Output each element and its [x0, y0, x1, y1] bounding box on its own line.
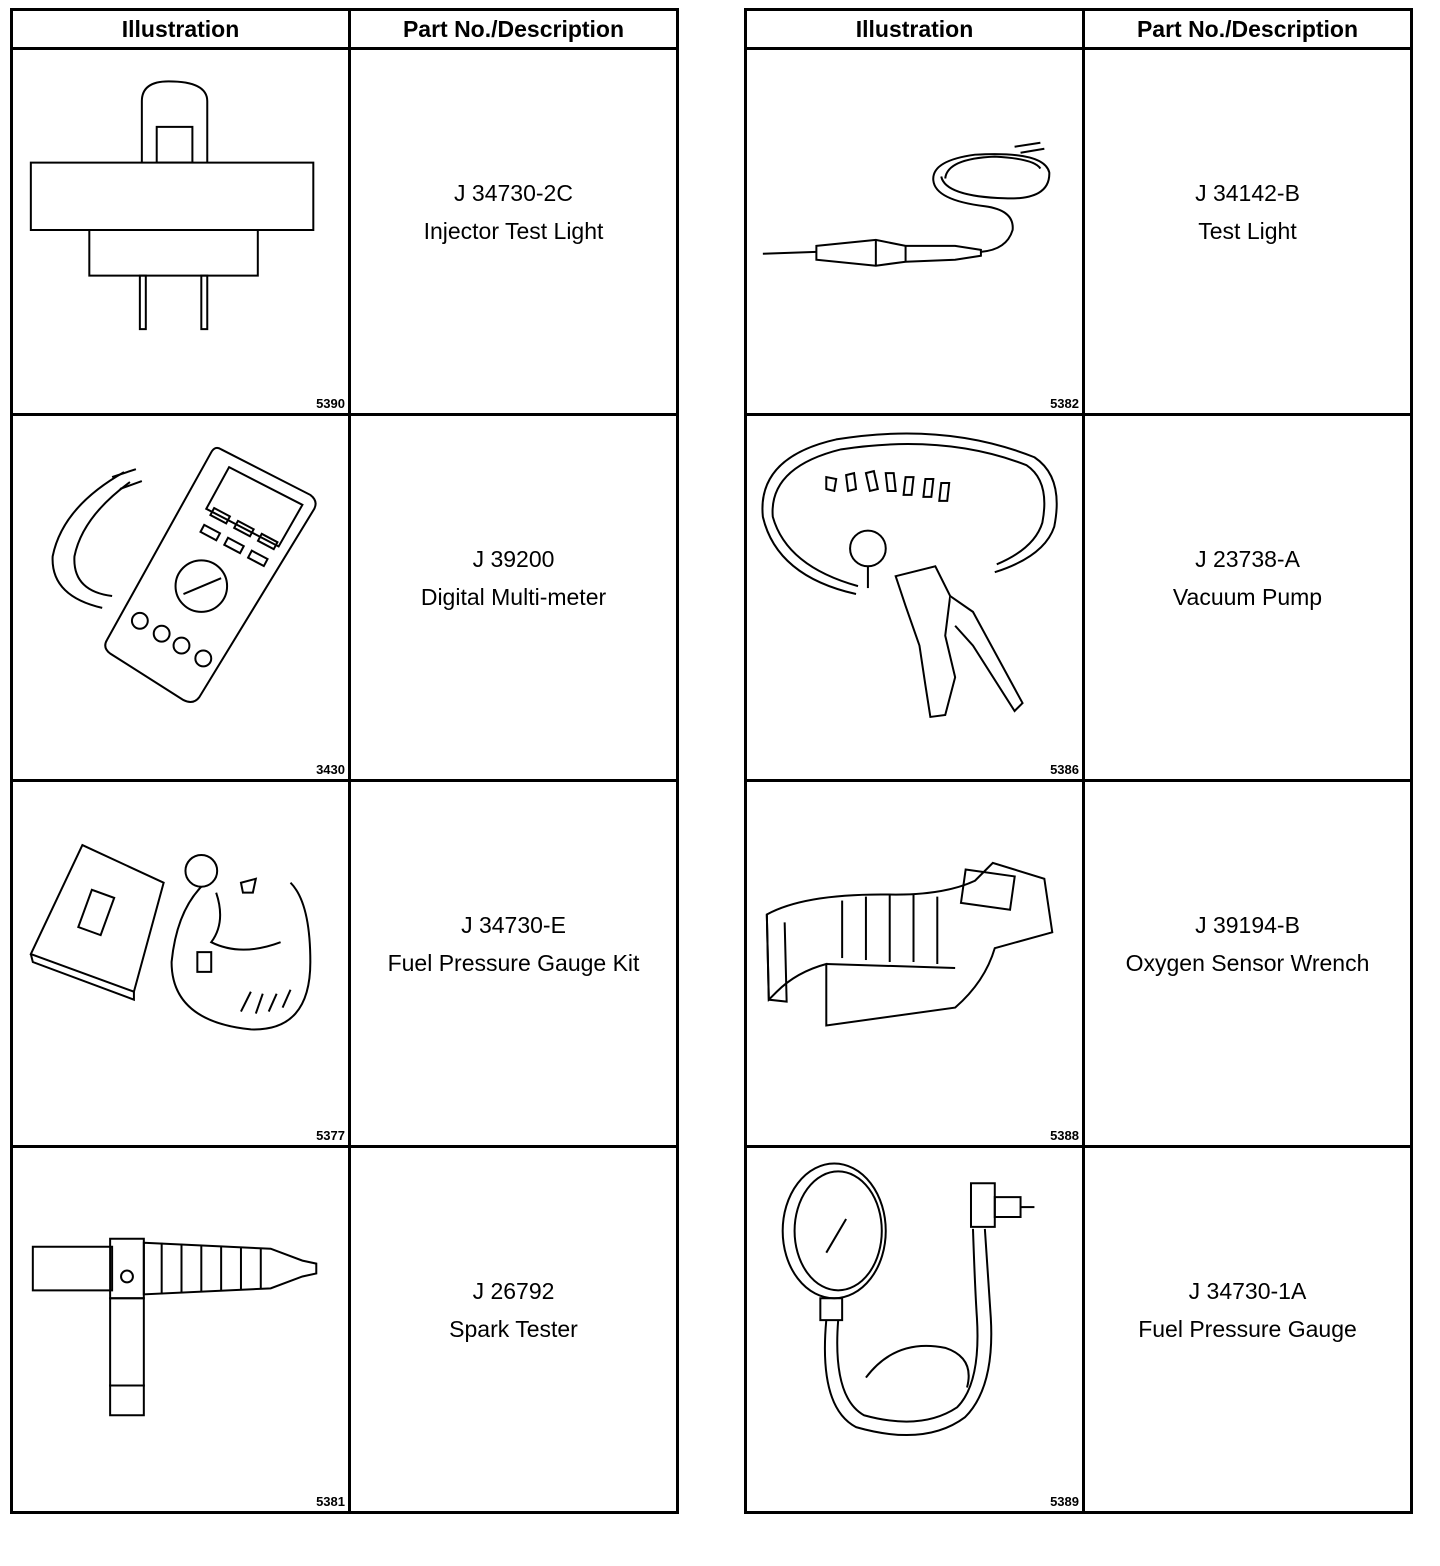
table-row — [746, 781, 1412, 1147]
part-description: Injector Test Light — [423, 217, 604, 244]
table-row — [746, 415, 1412, 781]
illustration-cell — [746, 415, 1084, 781]
spark-tester-icon — [13, 1148, 348, 1511]
part-number: J 39194-B — [1195, 911, 1300, 938]
table-row — [12, 781, 678, 1147]
vacuum-pump-icon — [747, 416, 1082, 779]
part-description-cell — [350, 1147, 678, 1513]
illustration-cell — [746, 49, 1084, 415]
part-description: Fuel Pressure Gauge Kit — [387, 949, 640, 976]
illustration-cell — [12, 49, 350, 415]
part-description: Spark Tester — [449, 1315, 578, 1342]
part-description-cell — [350, 781, 678, 1147]
figure-number: 5390 — [316, 396, 345, 411]
part-description: Fuel Pressure Gauge — [1138, 1315, 1357, 1342]
part-number: J 26792 — [472, 1277, 555, 1304]
test-light-probe-icon — [747, 50, 1082, 413]
part-description-cell — [1084, 1147, 1412, 1513]
part-description: Oxygen Sensor Wrench — [1125, 949, 1370, 976]
table-row — [12, 49, 678, 415]
table-header-row — [746, 10, 1412, 49]
table-header-row — [12, 10, 678, 49]
illustration-cell — [746, 1147, 1084, 1513]
illustration-cell — [12, 415, 350, 781]
illustration-cell — [746, 781, 1084, 1147]
part-description-cell — [350, 49, 678, 415]
table-row — [12, 1147, 678, 1513]
fuel-pressure-gauge-icon — [747, 1148, 1082, 1511]
injector-test-light-icon — [13, 50, 348, 413]
figure-number: 5386 — [1050, 762, 1079, 777]
table-row — [12, 415, 678, 781]
figure-number: 5388 — [1050, 1128, 1079, 1143]
part-number: J 39200 — [472, 545, 555, 572]
part-description-cell — [1084, 781, 1412, 1147]
figure-number: 5377 — [316, 1128, 345, 1143]
part-number: J 34142-B — [1195, 179, 1300, 206]
part-number: J 23738-A — [1195, 545, 1300, 572]
part-description-cell — [1084, 415, 1412, 781]
column-header-part-description: Part No./Description — [350, 10, 678, 49]
part-number: J 34730-2C — [454, 179, 573, 206]
figure-number: 5382 — [1050, 396, 1079, 411]
column-header-illustration: Illustration — [746, 10, 1084, 49]
part-description: Digital Multi-meter — [420, 583, 607, 610]
oxygen-sensor-wrench-icon — [747, 782, 1082, 1145]
illustration-cell — [12, 781, 350, 1147]
illustration-cell — [12, 1147, 350, 1513]
figure-number: 5381 — [316, 1494, 345, 1509]
table-row — [746, 1147, 1412, 1513]
part-description-cell — [350, 415, 678, 781]
part-description: Test Light — [1198, 217, 1297, 244]
column-header-part-description: Part No./Description — [1084, 10, 1412, 49]
figure-number: 3430 — [316, 762, 345, 777]
table-row — [746, 49, 1412, 415]
digital-multimeter-icon — [13, 416, 348, 779]
fuel-pressure-gauge-kit-icon — [13, 782, 348, 1145]
part-number: J 34730-1A — [1188, 1277, 1307, 1304]
part-description: Vacuum Pump — [1172, 583, 1323, 610]
tools-table-right — [744, 8, 1413, 1514]
figure-number: 5389 — [1050, 1494, 1079, 1509]
column-header-illustration: Illustration — [12, 10, 350, 49]
part-description-cell — [1084, 49, 1412, 415]
tools-table-left — [10, 8, 679, 1514]
part-number: J 34730-E — [461, 911, 566, 938]
